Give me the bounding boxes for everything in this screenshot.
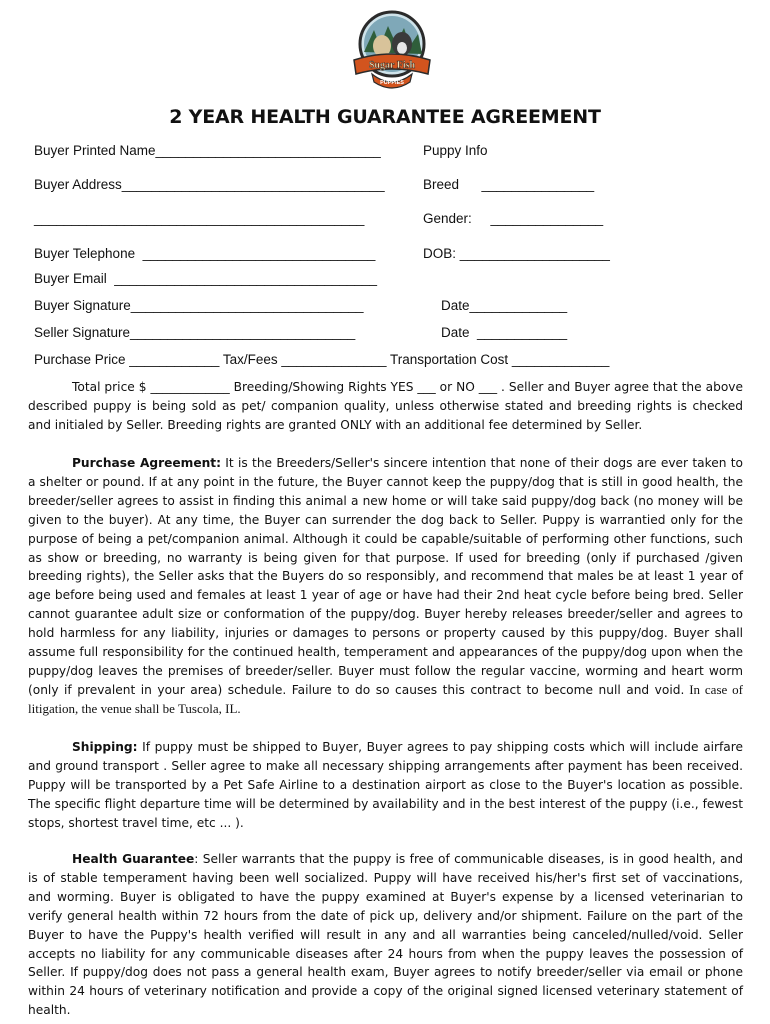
date-field-2[interactable]: Date ____________	[441, 325, 568, 340]
address-line2-field[interactable]: ____________________________________________	[34, 211, 365, 226]
page-title: 2 YEAR HEALTH GUARANTEE AGREEMENT	[169, 106, 601, 128]
shipping-paragraph	[28, 738, 743, 833]
logo-banner-text: Sugar Fish	[368, 60, 416, 71]
breed-field[interactable]: Breed _______________	[423, 177, 595, 192]
gender-field[interactable]: Gender: _______________	[423, 211, 604, 226]
price-line-text: Total price $ _____________ Breeding/Showing Rights YES ___ or NO ___ . Seller and Buyer agree that the above described puppy is being sold as pet/ companion quality, unless otherwise stated and breeding rights is checked and initialed by Seller. Breeding rights are granted ONLY with an additional fee determined by Seller.	[28, 380, 743, 432]
purchase-venue: In case of litigation, the venue shall be Tuscola, IL.	[28, 681, 743, 716]
buyer-address-field[interactable]: Buyer Address___________________________________	[34, 177, 385, 192]
shipping-body: If puppy must be shipped to Buyer, Buyer agrees to pay shipping costs which will include airfare and ground transport . Seller agree to make all necessary shipping arrangements after payment has been received. Puppy will be transported by a Pet Safe Airline to a destination airport as close to the Buyer's location as possible. The specific flight departure time will be determined by availability and in the best interest of the puppy (i.e., fewest stops, shortest travel time, etc ... ).	[28, 740, 743, 830]
buyer-signature-field[interactable]: Buyer Signature_______________________________	[34, 298, 364, 313]
date-field-1[interactable]: Date_____________	[441, 298, 568, 313]
sugar-fish-puppies-logo	[348, 8, 436, 96]
dob-field[interactable]: DOB: ____________________	[423, 246, 610, 261]
purchase-heading: Purchase Agreement:	[72, 456, 221, 470]
purchase-row[interactable]: Purchase Price ____________ Tax/Fees ______________ Transportation Cost _____________	[34, 352, 610, 367]
health-heading: Health Guarantee	[72, 852, 195, 866]
puppy-info-label: Puppy Info	[423, 143, 488, 158]
purchase-agreement-paragraph	[28, 454, 743, 719]
buyer-name-field[interactable]: Buyer Printed Name______________________________	[34, 143, 381, 158]
health-guarantee-paragraph	[28, 850, 743, 1020]
logo-sub-text: PUPPIES	[380, 80, 404, 86]
purchase-body: It is the Breeders/Seller's sincere intention that none of their dogs are ever taken to a shelter or pound. If at any point in the future, the Buyer cannot keep the puppy/dog that is still in good health, the breeder/seller agrees to assist in finding this animal a new home or will take said puppy/dog back (no money will be given to the buyer). At any time, the Buyer can surrender the dog back to Seller. Puppy is warrantied only for the purpose of being a pet/companion animal. Although it could be capable/suitable of performing other functions, such as show or breeding, no warranty is being given for that purpose. If used for breeding (only if purchased /given breeding rights), the Seller asks that the Buyers do so responsibly, and recommend that males be at least 1 year of age before being used and females at least 1 year of age or have had their 2nd heat cycle before being bred. Seller cannot guarantee adult size or conformation of the puppy/dog. Buyer hereby releases breeder/seller and agrees to hold harmless for any liability, injuries or damages to persons or property caused by this puppy/dog. Buyer shall assume full responsibility for the continued health, temperament and appearances of the puppy/dog upon when the puppy/dog leaves the premises of breeder/seller. Buyer must follow the regular vaccine, worming and heart worm (only if prevalent in your area) schedule. Failure to do so causes this contract to become null and void.	[28, 456, 743, 697]
price-paragraph	[28, 378, 743, 435]
seller-signature-field[interactable]: Seller Signature______________________________	[34, 325, 356, 340]
buyer-email-field[interactable]: Buyer Email ___________________________________	[34, 271, 378, 286]
shipping-heading: Shipping:	[72, 740, 138, 754]
health-body: : Seller warrants that the puppy is free of communicable diseases, is in good health, and is of stable temperament having been well socialized. Puppy will have received his/her's first set of vaccinations, and worming. Buyer is obligated to have the puppy examined at Buyer's expense by a licensed veterinarian to verify general health within 72 hours from the date of pick up, delivery and/or shipment. Failure on the part of the Buyer to have the Puppy's health verified will result in any and all warranties being canceled/nulled/void. Seller accepts no liability for any communicable diseases after 24 hours from when the puppy leaves the possession of Seller. If puppy/dog does not pass a general health exam, Buyer agrees to notify breeder/seller via email or phone within 24 hours of veterinary notification and provide a copy of the original signed licensed veterinary statement of health.	[28, 852, 743, 1018]
buyer-phone-field[interactable]: Buyer Telephone _______________________________	[34, 246, 376, 261]
